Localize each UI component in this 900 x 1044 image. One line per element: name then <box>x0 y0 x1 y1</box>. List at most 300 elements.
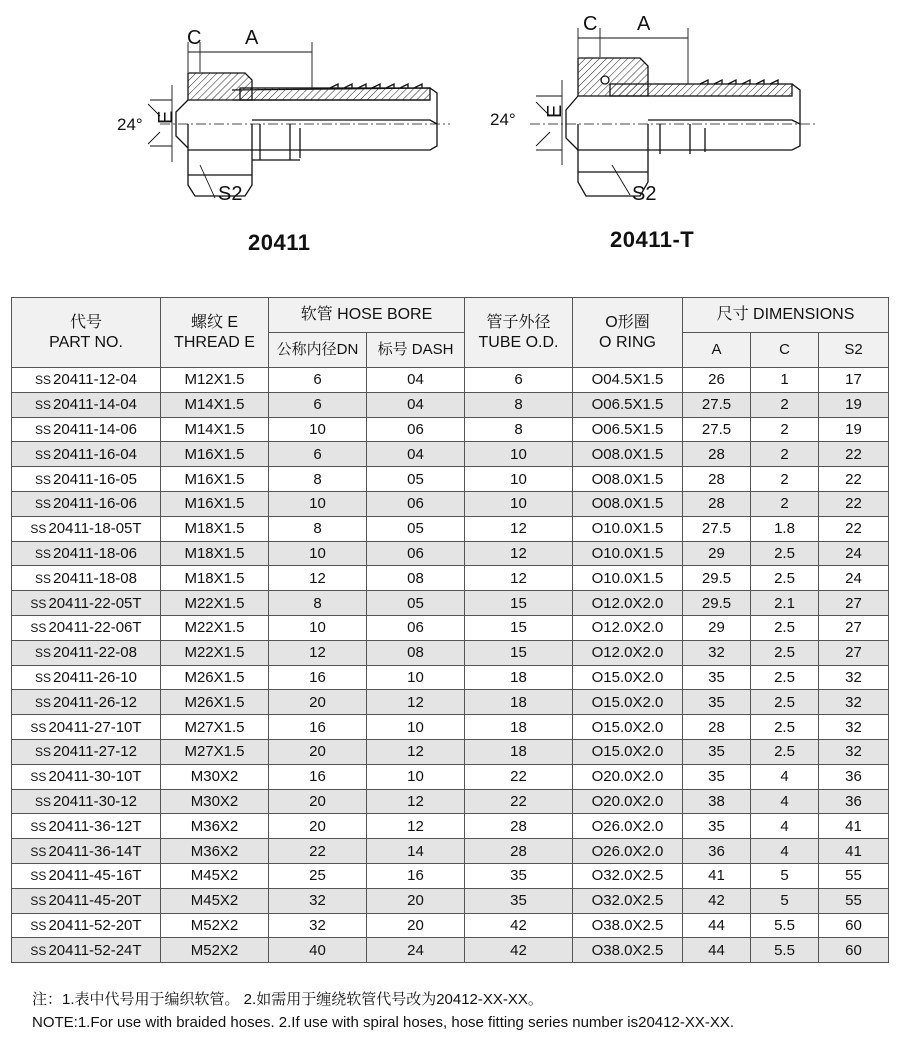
part-number: 20411-22-08 <box>53 644 137 662</box>
cell-a: 44 <box>683 938 751 963</box>
cell-s2: 36 <box>819 789 889 814</box>
cell-dn: 16 <box>269 764 367 789</box>
cell-oring: O15.0X2.0 <box>573 739 683 764</box>
cell-tube: 42 <box>465 938 573 963</box>
table-row <box>12 715 889 740</box>
cell-s2: 55 <box>819 888 889 913</box>
part-number: 20411-27-12 <box>53 743 137 761</box>
cell-c: 2 <box>751 491 819 516</box>
cell-c: 2.5 <box>751 566 819 591</box>
cell-part-no <box>12 541 161 566</box>
cell-thread: M30X2 <box>161 764 269 789</box>
table-row <box>12 516 889 541</box>
cell-part-no <box>12 938 161 963</box>
cell-thread: M52X2 <box>161 913 269 938</box>
header-hose-bore: 软管 HOSE BORE <box>269 298 465 333</box>
table-row <box>12 888 889 913</box>
part-number: 20411-14-04 <box>53 396 137 414</box>
label-angle: 24° <box>490 110 516 129</box>
cell-s2: 41 <box>819 814 889 839</box>
cell-c: 4 <box>751 789 819 814</box>
cell-thread: M27X1.5 <box>161 739 269 764</box>
cell-s2: 41 <box>819 839 889 864</box>
cell-s2: 22 <box>819 442 889 467</box>
cell-oring: O20.0X2.0 <box>573 789 683 814</box>
cell-s2: 32 <box>819 690 889 715</box>
cell-tube: 10 <box>465 491 573 516</box>
cell-dash: 05 <box>367 516 465 541</box>
cell-s2: 32 <box>819 739 889 764</box>
table-row <box>12 566 889 591</box>
note-english: NOTE:1.For use with braided hoses. 2.If use with spiral hoses, hose fitting series number is20412-XX-XX. <box>32 1014 734 1031</box>
cell-part-no <box>12 392 161 417</box>
header-thread-cn: 螺纹 E <box>190 313 239 331</box>
cell-oring: O04.5X1.5 <box>573 368 683 393</box>
cell-part-no <box>12 591 161 616</box>
label-c: C <box>583 13 598 35</box>
cell-part-no <box>12 814 161 839</box>
cell-thread: M27X1.5 <box>161 715 269 740</box>
cell-dn: 10 <box>269 615 367 640</box>
part-prefix: SS <box>35 398 52 413</box>
cell-oring: O15.0X2.0 <box>573 690 683 715</box>
cell-dn: 10 <box>269 491 367 516</box>
cell-a: 35 <box>683 690 751 715</box>
part-number: 20411-45-16T <box>48 867 142 885</box>
cell-thread: M18X1.5 <box>161 541 269 566</box>
part-prefix: SS <box>30 621 47 636</box>
label-a: A <box>637 13 651 35</box>
cell-thread: M16X1.5 <box>161 442 269 467</box>
table-row <box>12 615 889 640</box>
part-number: 20411-36-12T <box>48 817 142 835</box>
table-row <box>12 863 889 888</box>
cell-a: 35 <box>683 814 751 839</box>
part-prefix: SS <box>35 745 52 760</box>
cell-a: 35 <box>683 739 751 764</box>
cell-dash: 12 <box>367 739 465 764</box>
cell-dash: 06 <box>367 491 465 516</box>
cell-part-no <box>12 863 161 888</box>
part-number: 20411-16-05 <box>53 470 137 488</box>
cell-part-no <box>12 789 161 814</box>
cell-thread: M45X2 <box>161 888 269 913</box>
cell-thread: M30X2 <box>161 789 269 814</box>
table-row <box>12 913 889 938</box>
cell-part-no <box>12 442 161 467</box>
cell-c: 2.5 <box>751 541 819 566</box>
cell-s2: 19 <box>819 392 889 417</box>
part-prefix: SS <box>30 844 47 859</box>
cell-tube: 18 <box>465 690 573 715</box>
cell-dn: 32 <box>269 888 367 913</box>
table-row <box>12 591 889 616</box>
part-number: 20411-30-10T <box>48 768 142 786</box>
cell-thread: M36X2 <box>161 814 269 839</box>
cell-dash: 12 <box>367 690 465 715</box>
model-label-20411: 20411 <box>248 230 311 255</box>
part-prefix: SS <box>30 869 47 884</box>
model-label-20411-t: 20411-T <box>610 227 695 252</box>
cell-tube: 28 <box>465 839 573 864</box>
table-row <box>12 764 889 789</box>
table-row <box>12 665 889 690</box>
part-number: 20411-12-04 <box>53 371 137 389</box>
cell-dn: 22 <box>269 839 367 864</box>
cell-oring: O06.5X1.5 <box>573 392 683 417</box>
cell-dash: 12 <box>367 814 465 839</box>
cell-tube: 22 <box>465 789 573 814</box>
part-prefix: SS <box>30 918 47 933</box>
cell-dn: 10 <box>269 541 367 566</box>
label-a: A <box>245 27 259 49</box>
cell-tube: 18 <box>465 739 573 764</box>
cell-c: 5 <box>751 888 819 913</box>
part-number: 20411-14-06 <box>53 420 137 438</box>
part-prefix: SS <box>30 819 47 834</box>
cell-dash: 24 <box>367 938 465 963</box>
cell-dash: 04 <box>367 392 465 417</box>
header-dn: 公称内径DN <box>269 333 367 368</box>
cell-oring: O10.0X1.5 <box>573 541 683 566</box>
cell-s2: 60 <box>819 938 889 963</box>
cell-tube: 10 <box>465 442 573 467</box>
cell-thread: M26X1.5 <box>161 665 269 690</box>
cell-oring: O12.0X2.0 <box>573 640 683 665</box>
label-e: E <box>544 104 566 118</box>
cell-s2: 24 <box>819 541 889 566</box>
cell-oring: O08.0X1.5 <box>573 467 683 492</box>
cell-dash: 20 <box>367 913 465 938</box>
label-e: E <box>155 110 177 124</box>
cell-s2: 55 <box>819 863 889 888</box>
cell-dash: 16 <box>367 863 465 888</box>
part-number: 20411-30-12 <box>53 792 137 810</box>
fitting-drawings-svg <box>0 0 900 290</box>
cell-a: 27.5 <box>683 516 751 541</box>
part-prefix: SS <box>30 720 47 735</box>
part-prefix: SS <box>30 894 47 909</box>
cell-dash: 08 <box>367 640 465 665</box>
cell-tube: 12 <box>465 541 573 566</box>
cell-tube: 12 <box>465 566 573 591</box>
cell-dash: 06 <box>367 541 465 566</box>
cell-part-no <box>12 690 161 715</box>
cell-a: 27.5 <box>683 417 751 442</box>
cell-s2: 24 <box>819 566 889 591</box>
part-number: 20411-52-20T <box>48 916 142 934</box>
cell-dash: 10 <box>367 764 465 789</box>
cell-dn: 20 <box>269 789 367 814</box>
part-prefix: SS <box>35 546 52 561</box>
cell-part-no <box>12 368 161 393</box>
cell-part-no <box>12 467 161 492</box>
cell-dash: 06 <box>367 417 465 442</box>
cell-thread: M12X1.5 <box>161 368 269 393</box>
cell-tube: 28 <box>465 814 573 839</box>
cell-oring: O26.0X2.0 <box>573 839 683 864</box>
header-thread <box>161 298 269 368</box>
cell-oring: O12.0X2.0 <box>573 615 683 640</box>
part-number: 20411-18-06 <box>53 544 137 562</box>
part-number: 20411-22-06T <box>48 619 142 637</box>
cell-c: 2.1 <box>751 591 819 616</box>
cell-oring: O38.0X2.5 <box>573 913 683 938</box>
part-number: 20411-26-12 <box>53 693 137 711</box>
part-number: 20411-27-10T <box>48 718 142 736</box>
cell-thread: M18X1.5 <box>161 566 269 591</box>
part-number: 20411-22-05T <box>48 594 142 612</box>
cell-c: 5.5 <box>751 938 819 963</box>
cell-dn: 20 <box>269 739 367 764</box>
part-number: 20411-36-14T <box>48 842 142 860</box>
cell-part-no <box>12 888 161 913</box>
cell-dn: 8 <box>269 467 367 492</box>
table-row <box>12 392 889 417</box>
cell-thread: M45X2 <box>161 863 269 888</box>
cell-thread: M14X1.5 <box>161 417 269 442</box>
cell-dn: 6 <box>269 392 367 417</box>
spec-table <box>11 297 889 963</box>
cell-a: 38 <box>683 789 751 814</box>
drawing-20411 <box>148 42 450 198</box>
part-number: 20411-45-20T <box>48 892 142 910</box>
cell-c: 2.5 <box>751 690 819 715</box>
cell-s2: 19 <box>819 417 889 442</box>
cell-thread: M26X1.5 <box>161 690 269 715</box>
cell-part-no <box>12 764 161 789</box>
part-prefix: SS <box>35 373 52 388</box>
part-number: 20411-26-10 <box>53 668 137 686</box>
cell-part-no <box>12 913 161 938</box>
cell-a: 32 <box>683 640 751 665</box>
cell-a: 28 <box>683 467 751 492</box>
part-prefix: SS <box>35 571 52 586</box>
header-dim-s2: S2 <box>819 333 889 368</box>
cell-c: 2.5 <box>751 715 819 740</box>
cell-c: 2 <box>751 392 819 417</box>
cell-a: 28 <box>683 491 751 516</box>
cell-s2: 27 <box>819 640 889 665</box>
cell-s2: 22 <box>819 467 889 492</box>
cell-c: 2 <box>751 417 819 442</box>
cell-s2: 22 <box>819 516 889 541</box>
cell-dn: 20 <box>269 690 367 715</box>
cell-oring: O08.0X1.5 <box>573 491 683 516</box>
cell-a: 29 <box>683 615 751 640</box>
cell-c: 4 <box>751 814 819 839</box>
cell-c: 2.5 <box>751 739 819 764</box>
table-row <box>12 839 889 864</box>
table-row <box>12 541 889 566</box>
note-chinese: 注：1.表中代号用于编织软管。 2.如需用于缠绕软管代号改为20412-XX-XX。 <box>32 991 543 1008</box>
cell-dn: 12 <box>269 640 367 665</box>
cell-oring: O38.0X2.5 <box>573 938 683 963</box>
cell-dash: 10 <box>367 665 465 690</box>
cell-thread: M36X2 <box>161 839 269 864</box>
cell-part-no <box>12 665 161 690</box>
table-row <box>12 640 889 665</box>
cell-oring: O26.0X2.0 <box>573 814 683 839</box>
label-angle: 24° <box>117 115 143 134</box>
cell-oring: O08.0X1.5 <box>573 442 683 467</box>
cell-dash: 05 <box>367 591 465 616</box>
cell-tube: 6 <box>465 368 573 393</box>
cell-thread: M22X1.5 <box>161 615 269 640</box>
header-part-no-en: PART NO. <box>49 333 123 351</box>
cell-oring: O32.0X2.5 <box>573 863 683 888</box>
cell-part-no <box>12 739 161 764</box>
label-c: C <box>187 27 202 49</box>
cell-c: 5.5 <box>751 913 819 938</box>
cell-a: 29 <box>683 541 751 566</box>
part-prefix: SS <box>30 770 47 785</box>
cell-thread: M16X1.5 <box>161 491 269 516</box>
label-s2: S2 <box>218 183 243 205</box>
cell-a: 35 <box>683 665 751 690</box>
cell-s2: 36 <box>819 764 889 789</box>
cell-tube: 22 <box>465 764 573 789</box>
cell-thread: M14X1.5 <box>161 392 269 417</box>
cell-tube: 10 <box>465 467 573 492</box>
table-row <box>12 814 889 839</box>
cell-c: 4 <box>751 764 819 789</box>
cell-c: 1 <box>751 368 819 393</box>
cell-dn: 8 <box>269 516 367 541</box>
cell-a: 29.5 <box>683 591 751 616</box>
cell-oring: O06.5X1.5 <box>573 417 683 442</box>
fitting-drawings <box>0 0 900 290</box>
header-dim-c: C <box>751 333 819 368</box>
cell-c: 4 <box>751 839 819 864</box>
part-number: 20411-18-08 <box>53 569 137 587</box>
cell-part-no <box>12 566 161 591</box>
cell-tube: 15 <box>465 591 573 616</box>
cell-dn: 40 <box>269 938 367 963</box>
cell-tube: 15 <box>465 640 573 665</box>
header-o-ring-cn: O形圈 <box>605 313 650 331</box>
part-prefix: SS <box>35 422 52 437</box>
cell-tube: 8 <box>465 392 573 417</box>
header-o-ring-en: O RING <box>599 333 656 351</box>
cell-c: 2 <box>751 467 819 492</box>
cell-a: 41 <box>683 863 751 888</box>
cell-dn: 6 <box>269 368 367 393</box>
cell-oring: O20.0X2.0 <box>573 764 683 789</box>
cell-s2: 22 <box>819 491 889 516</box>
cell-c: 2.5 <box>751 665 819 690</box>
cell-c: 5 <box>751 863 819 888</box>
cell-thread: M16X1.5 <box>161 467 269 492</box>
cell-dn: 12 <box>269 566 367 591</box>
header-thread-en: THREAD E <box>174 333 255 351</box>
header-tube-od-en: TUBE O.D. <box>478 333 559 351</box>
cell-s2: 27 <box>819 591 889 616</box>
table-row <box>12 938 889 963</box>
cell-oring: O32.0X2.5 <box>573 888 683 913</box>
cell-dash: 08 <box>367 566 465 591</box>
header-o-ring <box>573 298 683 368</box>
cell-c: 2.5 <box>751 615 819 640</box>
part-prefix: SS <box>35 497 52 512</box>
cell-part-no <box>12 491 161 516</box>
cell-a: 26 <box>683 368 751 393</box>
cell-dash: 04 <box>367 368 465 393</box>
cell-tube: 15 <box>465 615 573 640</box>
cell-tube: 18 <box>465 665 573 690</box>
cell-part-no <box>12 839 161 864</box>
cell-oring: O15.0X2.0 <box>573 715 683 740</box>
cell-oring: O12.0X2.0 <box>573 591 683 616</box>
cell-dash: 04 <box>367 442 465 467</box>
spec-table-body <box>12 368 889 963</box>
cell-tube: 18 <box>465 715 573 740</box>
cell-a: 36 <box>683 839 751 864</box>
header-part-no <box>12 298 161 368</box>
cell-part-no <box>12 715 161 740</box>
cell-part-no <box>12 516 161 541</box>
cell-a: 29.5 <box>683 566 751 591</box>
cell-tube: 42 <box>465 913 573 938</box>
cell-s2: 32 <box>819 665 889 690</box>
table-row <box>12 690 889 715</box>
cell-part-no <box>12 640 161 665</box>
part-number: 20411-16-04 <box>53 445 137 463</box>
part-prefix: SS <box>35 670 52 685</box>
cell-c: 2.5 <box>751 640 819 665</box>
drawing-20411-t-labels <box>490 13 656 205</box>
cell-dn: 6 <box>269 442 367 467</box>
cell-dn: 20 <box>269 814 367 839</box>
cell-c: 2 <box>751 442 819 467</box>
cell-s2: 32 <box>819 715 889 740</box>
header-part-no-cn: 代号 <box>69 313 102 331</box>
cell-thread: M18X1.5 <box>161 516 269 541</box>
part-number: 20411-16-06 <box>53 495 137 513</box>
cell-dash: 12 <box>367 789 465 814</box>
cell-part-no <box>12 417 161 442</box>
cell-thread: M52X2 <box>161 938 269 963</box>
cell-dash: 10 <box>367 715 465 740</box>
cell-oring: O15.0X2.0 <box>573 665 683 690</box>
cell-oring: O10.0X1.5 <box>573 516 683 541</box>
cell-a: 28 <box>683 442 751 467</box>
cell-thread: M22X1.5 <box>161 591 269 616</box>
cell-dash: 14 <box>367 839 465 864</box>
cell-c: 1.8 <box>751 516 819 541</box>
part-prefix: SS <box>35 695 52 710</box>
cell-dn: 16 <box>269 715 367 740</box>
cell-thread: M22X1.5 <box>161 640 269 665</box>
cell-dn: 25 <box>269 863 367 888</box>
cell-dn: 32 <box>269 913 367 938</box>
header-tube-od-cn: 管子外径 <box>486 313 551 331</box>
drawing-20411-t <box>530 28 815 196</box>
part-prefix: SS <box>35 447 52 462</box>
part-prefix: SS <box>35 646 52 661</box>
header-dimensions: 尺寸 DIMENSIONS <box>683 298 889 333</box>
cell-a: 42 <box>683 888 751 913</box>
header-dash: 标号 DASH <box>367 333 465 368</box>
cell-tube: 8 <box>465 417 573 442</box>
cell-a: 44 <box>683 913 751 938</box>
table-row <box>12 467 889 492</box>
table-row <box>12 368 889 393</box>
cell-s2: 17 <box>819 368 889 393</box>
cell-tube: 35 <box>465 863 573 888</box>
part-number: 20411-52-24T <box>48 941 142 959</box>
part-prefix: SS <box>30 943 47 958</box>
